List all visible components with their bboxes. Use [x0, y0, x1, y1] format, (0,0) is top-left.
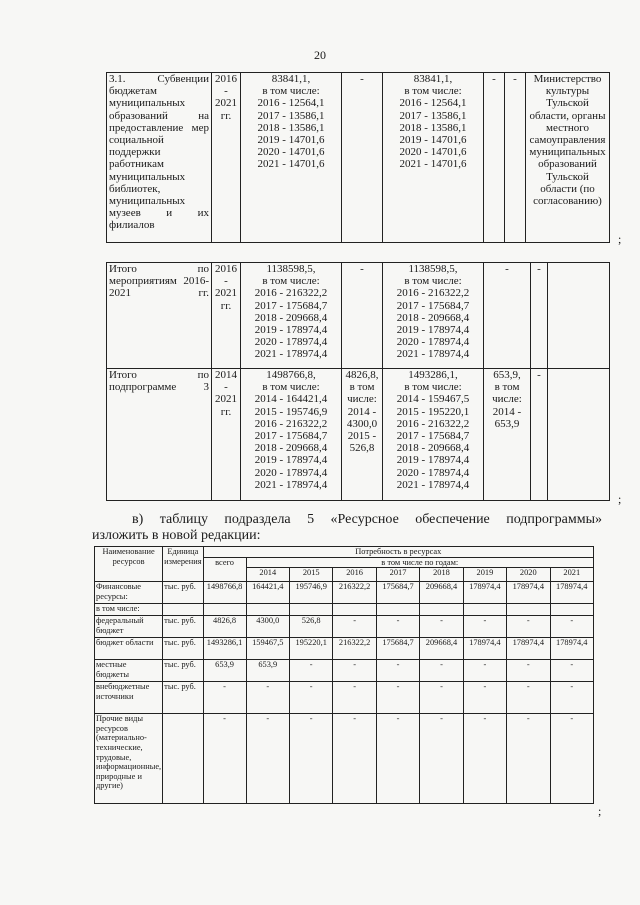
- year-value: [507, 604, 550, 616]
- resource-total: [203, 604, 246, 616]
- total-line: 2018 - 209668,4: [254, 311, 328, 324]
- total-line: 2021 - 178974,4: [254, 348, 328, 361]
- table-row: [95, 714, 594, 804]
- total-line: 2017 - 175684,7: [254, 430, 328, 443]
- regional-line: 2017 - 175684,7: [396, 430, 470, 443]
- total-cell: [241, 369, 342, 501]
- resource-total: -: [203, 682, 246, 714]
- resource-unit: тыс. руб.: [163, 616, 203, 638]
- regional-line: 1493286,1,: [408, 369, 458, 381]
- regional-line: 2021 - 178974,4: [396, 348, 470, 361]
- regional-line: 2019 - 178974,4: [396, 454, 470, 467]
- resource-name: бюджет области: [95, 638, 163, 660]
- resource-name: федеральный бюджет: [95, 616, 163, 638]
- extra-cell: -: [531, 263, 548, 369]
- total-line: 2020 - 178974,4: [254, 336, 328, 349]
- table-row: [107, 73, 610, 243]
- federal-line: 2014 -: [347, 405, 377, 418]
- year-value: -: [463, 660, 506, 682]
- total-line: 2014 - 164421,4: [254, 393, 328, 406]
- local-line: 653,9,: [493, 369, 521, 381]
- local-line: в том: [494, 381, 520, 394]
- year-value: -: [376, 714, 419, 804]
- table-row: [95, 638, 594, 660]
- total-line: 2017 - 175684,7: [254, 299, 328, 312]
- responsible-cell: Министерство культуры Тульской области, органы местного самоуправления муниципальных образований Тульской области (по согласованию): [526, 73, 610, 243]
- year-value: 159467,5: [246, 638, 289, 660]
- federal-cell: [342, 369, 383, 501]
- local-line: числе:: [492, 393, 522, 406]
- year-value: -: [289, 682, 332, 714]
- resource-total: 1493286,1: [203, 638, 246, 660]
- regional-line: 2018 - 209668,4: [396, 311, 470, 324]
- period-end: 2021: [215, 97, 237, 110]
- period-dash: -: [224, 275, 228, 288]
- period-end: 2021: [215, 287, 237, 300]
- period-cell: [212, 369, 241, 501]
- year-header: 2017: [376, 568, 419, 582]
- year-value: -: [463, 682, 506, 714]
- table1-end-mark: ;: [618, 232, 622, 246]
- regional-line: 2021 - 178974,4: [396, 478, 470, 491]
- resource-unit: тыс. руб.: [163, 660, 203, 682]
- total-line: в том числе:: [262, 85, 320, 98]
- regional-line: 2020 - 178974,4: [396, 336, 470, 349]
- year-value: -: [463, 714, 506, 804]
- year-value: 175684,7: [376, 638, 419, 660]
- total-line: 1498766,8,: [266, 369, 316, 381]
- federal-line: 4300,0: [346, 417, 378, 430]
- resource-total: 653,9: [203, 660, 246, 682]
- period-cell: [212, 73, 241, 243]
- regional-line: 1138598,5,: [408, 263, 458, 275]
- table2-end-mark: ;: [618, 492, 622, 506]
- federal-cell: -: [342, 263, 383, 369]
- year-value: -: [507, 616, 550, 638]
- year-value: 178974,4: [507, 638, 550, 660]
- total-line: 2016 - 216322,2: [254, 417, 328, 430]
- local-cell: -: [484, 73, 505, 243]
- table-row: [95, 616, 594, 638]
- year-value: 195220,1: [289, 638, 332, 660]
- regional-line: 2014 - 159467,5: [396, 393, 470, 406]
- regional-line: 2019 - 178974,4: [396, 324, 470, 337]
- regional-line: в том числе:: [404, 381, 462, 394]
- resource-name: Финансовые ресурсы:: [95, 582, 163, 604]
- federal-line: в том: [349, 381, 375, 394]
- period-cell: [212, 263, 241, 369]
- year-value: 216322,2: [333, 582, 376, 604]
- year-value: 526,8: [289, 616, 332, 638]
- paragraph-line: в) таблицу подраздела 5 «Ресурсное обеспечение подпрограммы»: [132, 512, 602, 527]
- year-value: 178974,4: [550, 582, 593, 604]
- header-total: всего: [203, 557, 246, 582]
- resource-total: 1498766,8: [203, 582, 246, 604]
- regional-line: 2021 - 14701,6: [399, 158, 467, 171]
- year-value: -: [420, 714, 463, 804]
- header-need: Потребность в ресурсах: [203, 547, 593, 558]
- federal-line: числе:: [347, 393, 377, 406]
- header-by-years: в том числе по годам:: [246, 557, 593, 568]
- table-row: [95, 660, 594, 682]
- total-name: Итого по подпрограмме 3: [107, 369, 212, 501]
- year-header: 2014: [246, 568, 289, 582]
- table-row: [95, 604, 594, 616]
- resource-name: Прочие виды ресурсов (материально-технические, трудовые, информационные, природные и другие): [95, 714, 163, 804]
- year-value: -: [289, 660, 332, 682]
- resource-name: в том числе:: [95, 604, 163, 616]
- table-row: [95, 582, 594, 604]
- regional-line: в том числе:: [404, 85, 462, 98]
- regional-line: 2018 - 209668,4: [396, 442, 470, 455]
- year-value: [289, 604, 332, 616]
- resource-unit: тыс. руб.: [163, 582, 203, 604]
- total-line: 2018 - 209668,4: [254, 442, 328, 455]
- local-cell: [484, 369, 531, 501]
- year-value: [463, 604, 506, 616]
- regional-line: в том числе:: [404, 275, 462, 288]
- federal-line: 2015 -: [347, 430, 377, 443]
- year-value: 4300,0: [246, 616, 289, 638]
- year-value: -: [550, 682, 593, 714]
- regional-line: 2016 - 216322,2: [396, 417, 470, 430]
- period-start: 2016: [215, 73, 237, 85]
- regional-line: 2016 - 216322,2: [396, 287, 470, 300]
- period-dash: -: [224, 85, 228, 98]
- extra-cell: -: [531, 369, 548, 501]
- regional-cell: [383, 263, 484, 369]
- year-header: 2020: [507, 568, 550, 582]
- empty-cell: [548, 369, 610, 501]
- period-unit: гг.: [220, 405, 232, 418]
- total-line: 2021 - 14701,6: [257, 158, 325, 171]
- year-value: -: [420, 660, 463, 682]
- total-line: 2020 - 178974,4: [254, 466, 328, 479]
- total-line: 83841,1,: [271, 73, 311, 85]
- instruction-paragraph: [92, 512, 602, 544]
- total-line: 2019 - 178974,4: [254, 324, 328, 337]
- year-value: [246, 604, 289, 616]
- federal-line: 4826,8,: [345, 369, 379, 381]
- total-line: в том числе:: [262, 275, 320, 288]
- year-value: -: [333, 616, 376, 638]
- resource-unit: тыс. руб.: [163, 682, 203, 714]
- page-number: 20: [314, 48, 326, 62]
- resource-table: [94, 546, 594, 804]
- local-line: 2014 -: [492, 405, 522, 418]
- empty-cell: [548, 263, 610, 369]
- year-value: -: [289, 714, 332, 804]
- year-value: -: [550, 714, 593, 804]
- regional-line: 83841,1,: [413, 73, 453, 85]
- year-value: -: [550, 616, 593, 638]
- period-unit: гг.: [220, 109, 232, 122]
- year-value: -: [507, 682, 550, 714]
- year-value: -: [333, 714, 376, 804]
- regional-cell: [383, 369, 484, 501]
- year-value: -: [333, 660, 376, 682]
- year-value: 209668,4: [420, 638, 463, 660]
- header-name: Наименование ресурсов: [95, 547, 163, 582]
- year-header: 2016: [333, 568, 376, 582]
- year-value: 175684,7: [376, 582, 419, 604]
- total-line: 2020 - 14701,6: [257, 146, 325, 159]
- year-header: 2019: [463, 568, 506, 582]
- table-row: [107, 263, 610, 369]
- table-row: [107, 369, 610, 501]
- year-value: 178974,4: [463, 582, 506, 604]
- resource-total: -: [203, 714, 246, 804]
- regional-line: 2015 - 195220,1: [396, 405, 470, 418]
- year-value: [420, 604, 463, 616]
- regional-line: 2018 - 13586,1: [399, 121, 467, 134]
- paragraph-line: изложить в новой редакции:: [92, 528, 261, 543]
- resource-name: внебюджетные источники: [95, 682, 163, 714]
- table-row: [95, 682, 594, 714]
- year-value: -: [463, 616, 506, 638]
- period-dash: -: [224, 381, 228, 394]
- year-value: -: [246, 714, 289, 804]
- period-unit: гг.: [220, 299, 232, 312]
- resource-unit: тыс. руб.: [163, 638, 203, 660]
- total-line: в том числе:: [262, 381, 320, 394]
- year-header: 2021: [550, 568, 593, 582]
- total-line: 2019 - 178974,4: [254, 454, 328, 467]
- year-value: 653,9: [246, 660, 289, 682]
- year-header: 2015: [289, 568, 332, 582]
- year-value: -: [376, 682, 419, 714]
- total-cell: [241, 263, 342, 369]
- year-value: -: [420, 682, 463, 714]
- regional-line: 2017 - 175684,7: [396, 299, 470, 312]
- total-name: Итого по мероприятиям 2016-2021 гг.: [107, 263, 212, 369]
- year-value: -: [246, 682, 289, 714]
- total-line: 2015 - 195746,9: [254, 405, 328, 418]
- year-value: -: [550, 660, 593, 682]
- measure-name: 3.1. Субвенции бюджетам муниципальных образований на предоставление мер социальной поддержки работникам муниципальных библиотек, муниципальных музеев и их филиалов: [107, 73, 212, 243]
- year-value: -: [507, 714, 550, 804]
- year-value: [333, 604, 376, 616]
- total-line: 2021 - 178974,4: [254, 478, 328, 491]
- resource-unit: [163, 604, 203, 616]
- totals-table: [106, 262, 610, 501]
- total-line: 2018 - 13586,1: [257, 121, 325, 134]
- resource-name: местные бюджеты: [95, 660, 163, 682]
- regional-line: 2019 - 14701,6: [399, 134, 467, 147]
- resource-total: 4826,8: [203, 616, 246, 638]
- table3-end-mark: ;: [598, 804, 602, 818]
- regional-line: 2020 - 178974,4: [396, 466, 470, 479]
- total-line: 2016 - 216322,2: [254, 287, 328, 300]
- year-value: -: [333, 682, 376, 714]
- regional-cell: [383, 73, 484, 243]
- year-value: 195746,9: [289, 582, 332, 604]
- year-value: -: [507, 660, 550, 682]
- federal-line: 526,8: [349, 442, 375, 455]
- resource-unit: [163, 714, 203, 804]
- header-row: [95, 547, 594, 558]
- year-value: -: [376, 616, 419, 638]
- federal-cell: -: [342, 73, 383, 243]
- header-unit: Единица измерения: [163, 547, 203, 582]
- regional-line: 2017 - 13586,1: [399, 109, 467, 122]
- year-value: -: [376, 660, 419, 682]
- year-header: 2018: [420, 568, 463, 582]
- extra-cell: -: [505, 73, 526, 243]
- year-value: 164421,4: [246, 582, 289, 604]
- year-value: [376, 604, 419, 616]
- year-value: 209668,4: [420, 582, 463, 604]
- total-line: 2016 - 12564,1: [257, 97, 325, 110]
- total-line: 1138598,5,: [266, 263, 316, 275]
- period-start: 2016: [215, 263, 237, 275]
- year-value: [550, 604, 593, 616]
- total-line: 2017 - 13586,1: [257, 109, 325, 122]
- year-value: 178974,4: [550, 638, 593, 660]
- total-cell: [241, 73, 342, 243]
- year-value: 216322,2: [333, 638, 376, 660]
- period-end: 2021: [215, 393, 237, 406]
- regional-line: 2020 - 14701,6: [399, 146, 467, 159]
- local-cell: -: [484, 263, 531, 369]
- regional-line: 2016 - 12564,1: [399, 97, 467, 110]
- year-value: -: [420, 616, 463, 638]
- period-start: 2014: [215, 369, 237, 381]
- year-value: 178974,4: [463, 638, 506, 660]
- total-line: 2019 - 14701,6: [257, 134, 325, 147]
- local-line: 653,9: [494, 417, 520, 430]
- year-value: 178974,4: [507, 582, 550, 604]
- subsidies-table: [106, 72, 610, 243]
